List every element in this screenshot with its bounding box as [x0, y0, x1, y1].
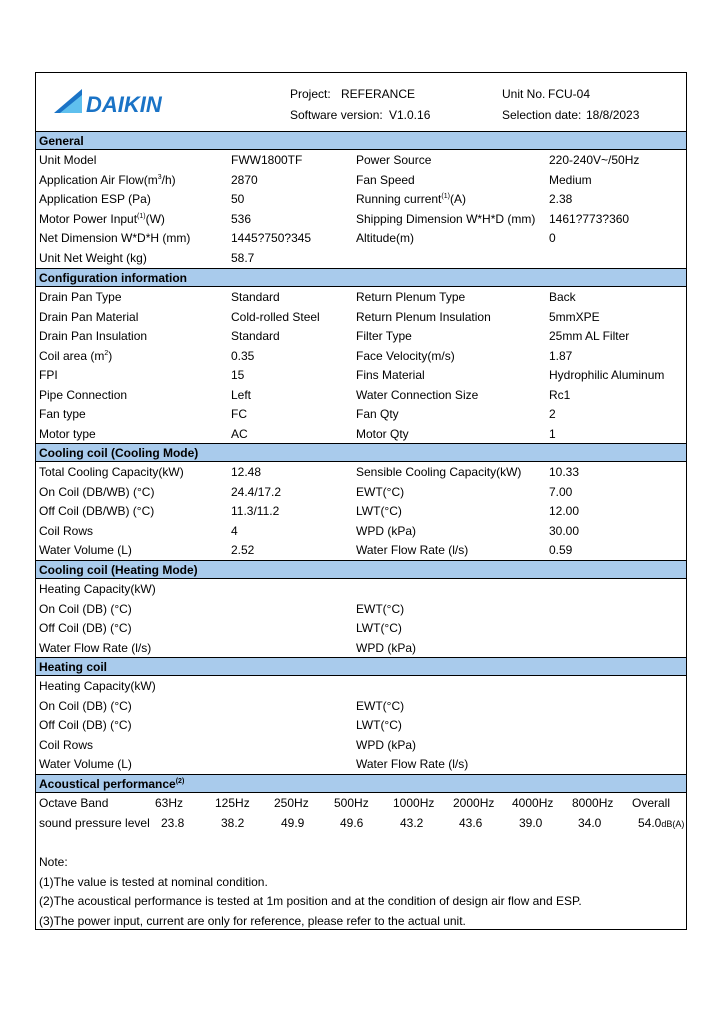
table-row [36, 171, 686, 191]
label-text: (W) [145, 211, 165, 226]
value: 11.3/11.2 [231, 504, 280, 518]
value: 2.38 [549, 192, 573, 206]
table-row [36, 580, 686, 600]
value: 1445?750?345 [231, 231, 312, 245]
table-row [36, 386, 686, 406]
value: 58.7 [231, 250, 255, 265]
label: EWT(°C) [356, 601, 405, 616]
section-cooling-coil-cooling-mode [36, 443, 686, 462]
table-row [36, 463, 686, 483]
label: Water Volume (L) [39, 757, 132, 771]
band-header: 2000Hz [453, 796, 495, 810]
label: Fan Qty [356, 407, 399, 421]
label: On Coil (DB/WB) (°C) [39, 484, 155, 499]
table-row [36, 600, 686, 620]
label: Net Dimension W*D*H (mm) [39, 231, 191, 245]
table-row [36, 736, 686, 756]
label: Filter Type [356, 329, 412, 343]
table-row [36, 288, 686, 308]
table-row [36, 405, 686, 425]
software-label: Software version: [290, 108, 383, 122]
label: LWT(°C) [356, 621, 402, 635]
table-row [36, 425, 686, 445]
section-configuration [36, 268, 686, 287]
value: 12.48 [231, 465, 262, 479]
table-row [36, 347, 686, 367]
label: On Coil (DB) (°C) [39, 698, 132, 713]
section-title-text: Acoustical performance [39, 777, 176, 791]
label: Sensible Cooling Capacity(kW) [356, 465, 522, 479]
label: Heating Capacity(kW) [39, 582, 156, 596]
value: 2 [549, 407, 556, 421]
band-header: 1000Hz [393, 796, 435, 810]
value: 50 [231, 192, 245, 206]
value: Rc1 [549, 387, 571, 402]
label: WPD (kPa) [356, 523, 416, 538]
value: 0.59 [549, 543, 573, 557]
value: 7.00 [549, 484, 573, 499]
label: Total Cooling Capacity(kW) [39, 465, 184, 479]
spl-value: 34.0 [578, 816, 602, 830]
value: Back [549, 290, 576, 304]
value: Hydrophilic Aluminum [549, 368, 665, 382]
table-row [36, 308, 686, 328]
label: Coil Rows [39, 523, 94, 538]
spl-value-overall [638, 816, 684, 831]
section-title [39, 777, 184, 791]
section-heating-coil [36, 657, 686, 676]
label: Power Source [356, 153, 432, 167]
value: 15 [231, 368, 245, 382]
value: 220-240V~/50Hz [549, 153, 640, 167]
selection-date-value: 18/8/2023 [586, 108, 640, 122]
value: AC [231, 426, 248, 441]
table-row [36, 483, 686, 503]
selection-date-label: Selection date: [502, 108, 582, 122]
value: 2.52 [231, 543, 255, 557]
spl-value: 49.6 [340, 816, 364, 830]
overall-value: 54.0 [638, 816, 662, 830]
label-text: ) [108, 348, 113, 363]
label-text: Coil area (m [39, 348, 105, 363]
header [36, 73, 686, 131]
logo-wordmark: DAIKIN [86, 92, 162, 117]
table-row [36, 210, 686, 230]
label: Drain Pan Type [39, 290, 122, 304]
spl-value: 43.2 [400, 816, 424, 830]
table-row [36, 755, 686, 775]
label: Water Flow Rate (l/s) [356, 757, 469, 771]
label-text: Running current [356, 192, 442, 206]
superscript: (1) [441, 193, 450, 200]
section-title: Configuration information [39, 271, 187, 285]
value: 536 [231, 211, 252, 226]
spl-value: 49.9 [281, 816, 305, 830]
value: 5mmXPE [549, 309, 600, 324]
section-general [36, 131, 686, 150]
band-header: 8000Hz [572, 796, 614, 810]
table-row [36, 522, 686, 542]
superscript: (1) [137, 212, 146, 220]
label-text: Application Air Flow(m [39, 172, 158, 187]
software-value: V1.0.16 [389, 108, 431, 122]
section-acoustical-performance [36, 774, 686, 793]
section-title: Cooling coil (Heating Mode) [39, 563, 198, 577]
band-header: 125Hz [215, 796, 250, 810]
label: Drain Pan Material [39, 309, 139, 324]
note-2: (2)The acoustical performance is tested at 1m position and at the condition of design air flow and ESP. [39, 894, 582, 908]
value: Standard [231, 329, 280, 343]
value: 1.87 [549, 348, 573, 363]
label: Off Coil (DB/WB) (°C) [39, 504, 155, 518]
overall-unit: dB(A) [661, 819, 685, 829]
value: 30.00 [549, 523, 580, 538]
section-cooling-coil-heating-mode [36, 560, 686, 579]
label: EWT(°C) [356, 698, 405, 713]
value: 4 [231, 523, 238, 538]
label-text: /h) [161, 172, 176, 187]
table-row [36, 190, 686, 210]
label: Motor Qty [356, 426, 409, 441]
note-1: (1)The value is tested at nominal condition. [39, 875, 268, 889]
section-title: Cooling coil (Cooling Mode) [39, 446, 199, 460]
value: Medium [549, 172, 592, 187]
label: Application ESP (Pa) [39, 192, 151, 206]
table-row [36, 639, 686, 659]
table-row [36, 327, 686, 347]
table-row [36, 502, 686, 522]
octave-band-label: Octave Band [39, 796, 109, 810]
project-label: Project: [290, 87, 331, 101]
value: 25mm AL Filter [549, 329, 630, 343]
datasheet [35, 72, 687, 930]
label: Water Flow Rate (l/s) [39, 640, 152, 655]
label: On Coil (DB) (°C) [39, 601, 132, 616]
label: WPD (kPa) [356, 737, 416, 752]
value: 1461?773?360 [549, 211, 630, 226]
value: Standard [231, 290, 280, 304]
daikin-logo [52, 85, 212, 121]
note-3: (3)The power input, current are only for reference, please refer to the actual unit. [39, 914, 466, 928]
section-title: Heating coil [39, 660, 108, 674]
table-row [36, 677, 686, 697]
label-text: (A) [449, 192, 466, 206]
label: Altitude(m) [356, 231, 415, 245]
table-row [36, 541, 686, 561]
label: LWT(°C) [356, 504, 402, 518]
label: Shipping Dimension W*H*D (mm) [356, 211, 536, 226]
label: Return Plenum Insulation [356, 309, 491, 324]
unit-no-value: FCU-04 [548, 87, 591, 101]
value: FC [231, 407, 247, 421]
label: LWT(°C) [356, 718, 402, 732]
value: 10.33 [549, 465, 580, 479]
value: 2870 [231, 172, 258, 187]
superscript: 2 [104, 349, 109, 357]
table-row [36, 366, 686, 386]
label: Unit Net Weight (kg) [39, 250, 147, 265]
band-header: 500Hz [334, 796, 369, 810]
unit-no-label: Unit No. [502, 87, 546, 101]
table-row [36, 619, 686, 639]
label: Return Plenum Type [356, 290, 466, 304]
table-row [36, 151, 686, 171]
value: Left [231, 387, 252, 402]
value: 1 [549, 426, 556, 441]
superscript: (2) [175, 778, 185, 785]
label: Heating Capacity(kW) [39, 679, 156, 693]
label: Fins Material [356, 368, 425, 382]
label: EWT(°C) [356, 484, 405, 499]
value: 0.35 [231, 348, 255, 363]
band-header: Overall [632, 796, 671, 810]
project-value: REFERANCE [341, 87, 416, 101]
band-header: 4000Hz [512, 796, 554, 810]
label: FPI [39, 368, 58, 382]
label: Drain Pan Insulation [39, 329, 148, 343]
sound-pressure-label: sound pressure level [39, 816, 150, 830]
label: WPD (kPa) [356, 640, 416, 655]
label-text: Motor Power Input [39, 211, 138, 226]
value: 12.00 [549, 504, 580, 518]
label: Water Volume (L) [39, 543, 132, 557]
table-row [36, 249, 686, 269]
notes-title: Note: [39, 855, 68, 869]
table-row [36, 716, 686, 736]
label [39, 212, 165, 226]
label: Face Velocity(m/s) [356, 348, 455, 363]
table-row [36, 697, 686, 717]
spl-value: 23.8 [161, 816, 185, 830]
value: 0 [549, 231, 556, 245]
spl-value: 38.2 [221, 816, 245, 830]
label [39, 173, 176, 187]
label: Motor type [39, 426, 96, 441]
label: Off Coil (DB) (°C) [39, 718, 132, 732]
label [356, 192, 466, 206]
value: 24.4/17.2 [231, 484, 282, 499]
value: FWW1800TF [231, 153, 303, 167]
label: Pipe Connection [39, 387, 128, 402]
spl-value: 43.6 [459, 816, 483, 830]
label: Off Coil (DB) (°C) [39, 621, 132, 635]
label: Fan Speed [356, 172, 415, 187]
band-header: 250Hz [274, 796, 309, 810]
label: Water Connection Size [356, 387, 479, 402]
label: Coil Rows [39, 737, 94, 752]
spl-value: 39.0 [519, 816, 543, 830]
section-title: General [39, 134, 84, 148]
table-row [36, 229, 686, 249]
label: Unit Model [39, 153, 97, 167]
label: Water Flow Rate (l/s) [356, 543, 469, 557]
value: Cold-rolled Steel [231, 309, 320, 324]
band-header: 63Hz [155, 796, 184, 810]
label [39, 349, 112, 363]
label: Fan type [39, 407, 86, 421]
superscript: 3 [157, 173, 162, 181]
